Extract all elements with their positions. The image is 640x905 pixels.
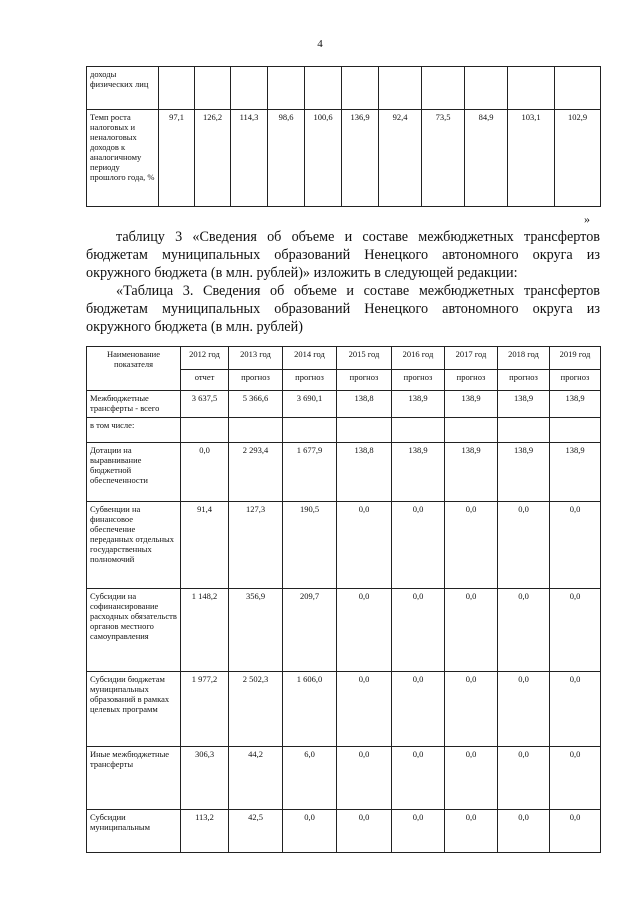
cell: 0,0: [337, 810, 392, 853]
table-row: [87, 502, 601, 589]
header-type: отчет: [181, 370, 229, 391]
cell: 0,0: [498, 589, 550, 672]
header-type: прогноз: [498, 370, 550, 391]
table-row: [87, 110, 601, 207]
cell: 0,0: [445, 502, 498, 589]
cell: 138,8: [337, 443, 392, 502]
cell: 0,0: [445, 747, 498, 810]
cell: 136,9: [342, 110, 379, 207]
cell: 138,8: [337, 391, 392, 418]
cell: 0,0: [498, 502, 550, 589]
cell: [159, 67, 195, 110]
cell: 0,0: [337, 747, 392, 810]
cell: [508, 67, 555, 110]
header-type: прогноз: [445, 370, 498, 391]
cell: 138,9: [498, 443, 550, 502]
cell: 3 690,1: [283, 391, 337, 418]
header-type: прогноз: [392, 370, 445, 391]
cell: 3 637,5: [181, 391, 229, 418]
cell: 0,0: [337, 672, 392, 747]
cell: 92,4: [379, 110, 422, 207]
cell: [465, 67, 508, 110]
cell: 306,3: [181, 747, 229, 810]
cell: 1 977,2: [181, 672, 229, 747]
cell: 84,9: [465, 110, 508, 207]
table-row: [87, 747, 601, 810]
page-number: 4: [317, 38, 323, 50]
cell: 138,9: [498, 391, 550, 418]
cell: [195, 67, 231, 110]
cell: [268, 67, 305, 110]
header-year: 2018 год: [498, 347, 550, 370]
table-row: [87, 672, 601, 747]
row-label: Межбюджетные трансферты - всего: [87, 391, 181, 418]
cell: [392, 418, 445, 443]
table-transfers: [86, 346, 601, 853]
table-row: [87, 391, 601, 418]
cell: [342, 67, 379, 110]
header-label: Наименование показателя: [87, 347, 181, 391]
cell: 0,0: [392, 810, 445, 853]
table-row: [87, 810, 601, 853]
row-label: Субсидии на софинансирование расходных обязательств органов местного самоуправления: [87, 589, 181, 672]
cell: 0,0: [445, 810, 498, 853]
row-label: в том числе:: [87, 418, 181, 443]
cell: [422, 67, 465, 110]
row-label: Дотации на выравнивание бюджетной обеспеченности: [87, 443, 181, 502]
header-year: 2019 год: [550, 347, 601, 370]
header-type: прогноз: [337, 370, 392, 391]
cell: 138,9: [392, 391, 445, 418]
cell: [283, 418, 337, 443]
cell: 113,2: [181, 810, 229, 853]
cell: [445, 418, 498, 443]
header-type: прогноз: [283, 370, 337, 391]
cell: 0,0: [283, 810, 337, 853]
cell: 100,6: [305, 110, 342, 207]
row-label: Субвенции на финансовое обеспечение переданных отдельных государственных полномочий: [87, 502, 181, 589]
cell: 0,0: [392, 747, 445, 810]
cell: 0,0: [498, 810, 550, 853]
cell: [231, 67, 268, 110]
cell: 138,9: [550, 391, 601, 418]
table-header-row: [87, 347, 601, 370]
cell: 0,0: [337, 589, 392, 672]
row-label: Субсидии муниципальным: [87, 810, 181, 853]
cell: [498, 418, 550, 443]
cell: 44,2: [229, 747, 283, 810]
header-year: 2016 год: [392, 347, 445, 370]
row-label: Субсидии бюджетам муниципальных образований в рамках целевых программ: [87, 672, 181, 747]
table-caption: «Таблица 3. Сведения об объеме и составе межбюджетных трансфертов бюджетам муниципальных образований Ненецкого автономного округа из окружного бюджета (в млн. рублей): [86, 283, 600, 335]
cell: 356,9: [229, 589, 283, 672]
cell: 127,3: [229, 502, 283, 589]
cell: [379, 67, 422, 110]
cell: 138,9: [392, 443, 445, 502]
cell: 209,7: [283, 589, 337, 672]
header-year: 2014 год: [283, 347, 337, 370]
cell: 0,0: [445, 589, 498, 672]
header-year: 2017 год: [445, 347, 498, 370]
cell: 138,9: [445, 391, 498, 418]
cell: 2 293,4: [229, 443, 283, 502]
cell: [555, 67, 601, 110]
table-row: [87, 418, 601, 443]
cell: 126,2: [195, 110, 231, 207]
cell: 114,3: [231, 110, 268, 207]
cell: 1 606,0: [283, 672, 337, 747]
cell: 0,0: [181, 443, 229, 502]
header-type: прогноз: [550, 370, 601, 391]
cell: 97,1: [159, 110, 195, 207]
cell: 42,5: [229, 810, 283, 853]
cell: 138,9: [550, 443, 601, 502]
cell: 0,0: [392, 672, 445, 747]
cell: 6,0: [283, 747, 337, 810]
closing-quote: »: [584, 212, 590, 226]
table-revenues: [86, 66, 601, 207]
table-row: [87, 443, 601, 502]
table-row: [87, 67, 601, 110]
table-row: [87, 589, 601, 672]
cell: 0,0: [550, 747, 601, 810]
cell: 0,0: [550, 589, 601, 672]
cell: 98,6: [268, 110, 305, 207]
cell: 138,9: [445, 443, 498, 502]
cell: 0,0: [550, 672, 601, 747]
header-type: прогноз: [229, 370, 283, 391]
cell: [550, 418, 601, 443]
cell: 0,0: [498, 747, 550, 810]
cell: 0,0: [445, 672, 498, 747]
cell: 102,9: [555, 110, 601, 207]
cell: 103,1: [508, 110, 555, 207]
header-year: 2012 год: [181, 347, 229, 370]
cell: 0,0: [498, 672, 550, 747]
cell: 190,5: [283, 502, 337, 589]
row-label: Иные межбюджетные трансферты: [87, 747, 181, 810]
cell: [337, 418, 392, 443]
cell: 1 148,2: [181, 589, 229, 672]
header-year: 2013 год: [229, 347, 283, 370]
cell: 91,4: [181, 502, 229, 589]
cell: [229, 418, 283, 443]
cell: 0,0: [337, 502, 392, 589]
amendment-paragraph: таблицу 3 «Сведения об объеме и составе межбюджетных трансфертов бюджетам муниципальных образований Ненецкого автономного округа из окружного бюджета (в млн. рублей)» изложить в следующей редакции:: [86, 229, 600, 281]
cell: [305, 67, 342, 110]
cell: 1 677,9: [283, 443, 337, 502]
row-label: Темп роста налоговых и неналоговых доходов к аналогичному периоду прошлого года, %: [87, 110, 159, 207]
cell: [181, 418, 229, 443]
row-label: доходы физических лиц: [87, 67, 159, 110]
cell: 0,0: [392, 589, 445, 672]
cell: 73,5: [422, 110, 465, 207]
cell: 0,0: [392, 502, 445, 589]
cell: 0,0: [550, 502, 601, 589]
cell: 5 366,6: [229, 391, 283, 418]
cell: 2 502,3: [229, 672, 283, 747]
header-year: 2015 год: [337, 347, 392, 370]
cell: 0,0: [550, 810, 601, 853]
